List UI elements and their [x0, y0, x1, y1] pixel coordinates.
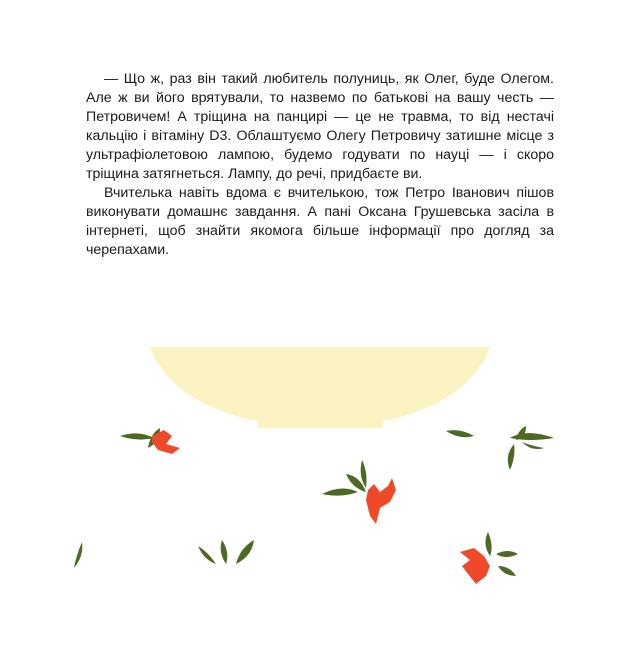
leaf-image — [446, 430, 474, 437]
leaf-image — [74, 542, 82, 568]
bowl-and-strawberry-tops-illustration — [0, 330, 638, 650]
bowl-image — [150, 347, 490, 428]
leaf-cluster-image — [198, 540, 254, 564]
strawberry-top-image — [322, 460, 396, 524]
paragraph-dialogue: — Що ж, раз він такий любитель полуниць, як Олег, буде Олегом. Але ж ви його врятували, то назвемо по батькові на вашу честь — Петровичем! А тріщина на панцирі — це не травма, то від нестачі кальцію і вітаміну D3. Облаштуємо Олегу Петровичу затишне місце з ультрафіолетовою лампою, будемо годувати по науці — і скоро тріщина затягнеться. Лампу, до речі, придбаєте ви. — [86, 71, 554, 182]
strawberry-top-image — [460, 532, 518, 584]
paragraph-narration: Вчителька навіть вдома є вчителькою, тож Петро Іванович пішов виконувати домашнє завдання. А пані Оксана Грушевська засіла в інтернеті, щоб знайти якомога більше інформації про догляд за черепахами. — [86, 185, 554, 258]
story-text — [86, 70, 554, 260]
strawberry-top-image — [508, 426, 554, 470]
strawberry-top-image — [120, 428, 180, 454]
